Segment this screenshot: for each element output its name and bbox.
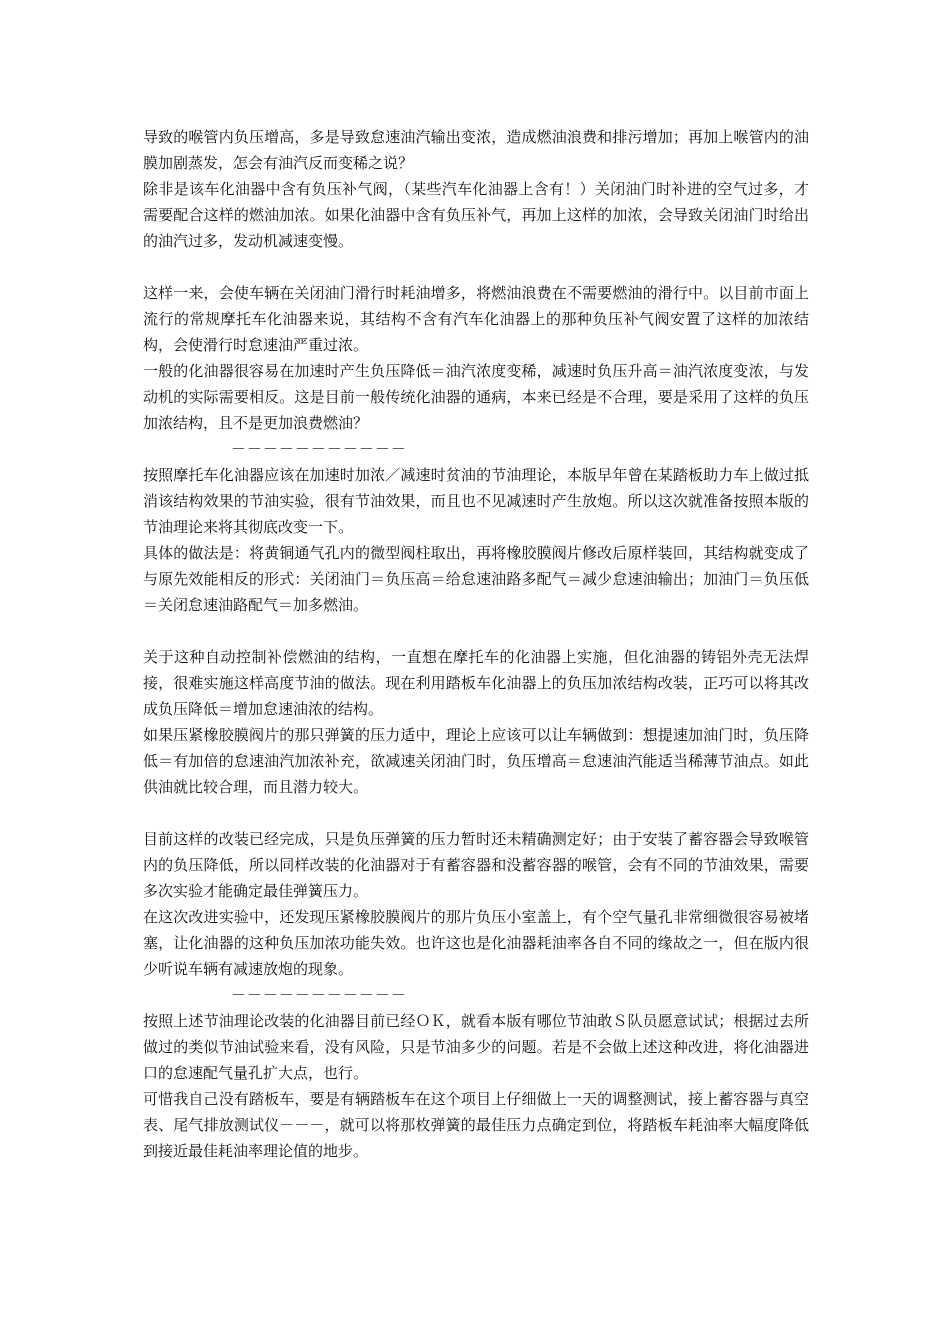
paragraph-4: 一般的化油器很容易在加速时产生负压降低＝油汽浓度变稀，减速时负压升高＝油汽浓度变浓，与发动机的实际需要相反。这是目前一般传统化油器的通病，本来已经是不合理，要是采用了这样的负压加浓结构，且不是更加浪费燃油？ [143, 362, 809, 432]
document-page [143, 124, 809, 1164]
blank-line [143, 800, 809, 826]
paragraph-1: 导致的喉管内负压增高，多是导致怠速油汽输出变浓，造成燃油浪费和排污增加；再加上喉管内的油膜加剧蒸发，怎会有油汽反而变稀之说？ [143, 128, 809, 172]
section-divider-2: －－－－－－－－－－－ [231, 986, 408, 1004]
section-divider-1: －－－－－－－－－－－ [231, 440, 408, 458]
paragraph-2: 除非是该车化油器中含有负压补气阀，（某些汽车化油器上含有！）关闭油门时补进的空气过多，才需要配合这样的燃油加浓。如果化油器中含有负压补气，再加上这样的加浓，会导致关闭油门时给出的油汽过多，发动机减速变慢。 [143, 180, 809, 250]
paragraph-8: 如果压紧橡胶膜阀片的那只弹簧的压力适中，理论上应该可以让车辆做到：想提速加油门时，负压降低＝有加倍的怠速油汽加浓补充，欲减速关闭油门时，负压增高＝怠速油汽能适当稀薄节油点。如此供油就比较合理，而且潜力较大。 [143, 726, 809, 796]
paragraph-9: 目前这样的改装已经完成，只是负压弹簧的压力暂时还未精确测定好；由于安装了蓄容器会导致喉管内的负压降低，所以同样改装的化油器对于有蓄容器和没蓄容器的喉管，会有不同的节油效果，需要多次实验才能确定最佳弹簧压力。 [143, 830, 809, 900]
blank-line [143, 618, 809, 644]
paragraph-12: 可惜我自己没有踏板车，要是有辆踏板车在这个项目上仔细做上一天的调整测试，接上蓄容器与真空表、尾气排放测试仪－－－，就可以将那枚弹簧的最佳压力点确定到位，将踏板车耗油率大幅度降低到接近最佳耗油率理论值的地步。 [143, 1090, 809, 1160]
blank-line [143, 254, 809, 280]
paragraph-10: 在这次改进实验中，还发现压紧橡胶膜阀片的那片负压小室盖上，有个空气量孔非常细微很容易被堵塞，让化油器的这种负压加浓功能失效。也许这也是化油器耗油率各自不同的缘故之一，但在版内很少听说车辆有减速放炮的现象。 [143, 908, 809, 978]
paragraph-3: 这样一来，会使车辆在关闭油门滑行时耗油增多，将燃油浪费在不需要燃油的滑行中。以目前市面上流行的常规摩托车化油器来说，其结构不含有汽车化油器上的那种负压补气阀安置了这样的加浓结构，会使滑行时怠速油严重过浓。 [143, 284, 809, 354]
paragraph-5: 按照摩托车化油器应该在加速时加浓／减速时贫油的节油理论，本版早年曾在某踏板助力车上做过抵消该结构效果的节油实验，很有节油效果，而且也不见减速时产生放炮。所以这次就准备按照本版的节油理论来将其彻底改变一下。 [143, 466, 809, 536]
paragraph-7: 关于这种自动控制补偿燃油的结构，一直想在摩托车的化油器上实施，但化油器的铸铝外壳无法焊接，很难实施这样高度节油的做法。现在利用踏板车化油器上的负压加浓结构改装，正巧可以将其改成负压降低＝增加怠速油浓的结构。 [143, 648, 809, 718]
paragraph-11: 按照上述节油理论改装的化油器目前已经ＯＫ，就看本版有哪位节油敢Ｓ队员愿意试试；根据过去所做过的类似节油试验来看，没有风险，只是节油多少的问题。若是不会做上述这种改进，将化油器进口的怠速配气量孔扩大点，也行。 [143, 1012, 809, 1082]
paragraph-6: 具体的做法是：将黄铜通气孔内的微型阀柱取出，再将橡胶膜阀片修改后原样装回，其结构就变成了与原先效能相反的形式：关闭油门＝负压高＝给怠速油路多配气＝减少怠速油输出；加油门＝负压低＝关闭怠速油路配气＝加多燃油。 [143, 544, 809, 614]
